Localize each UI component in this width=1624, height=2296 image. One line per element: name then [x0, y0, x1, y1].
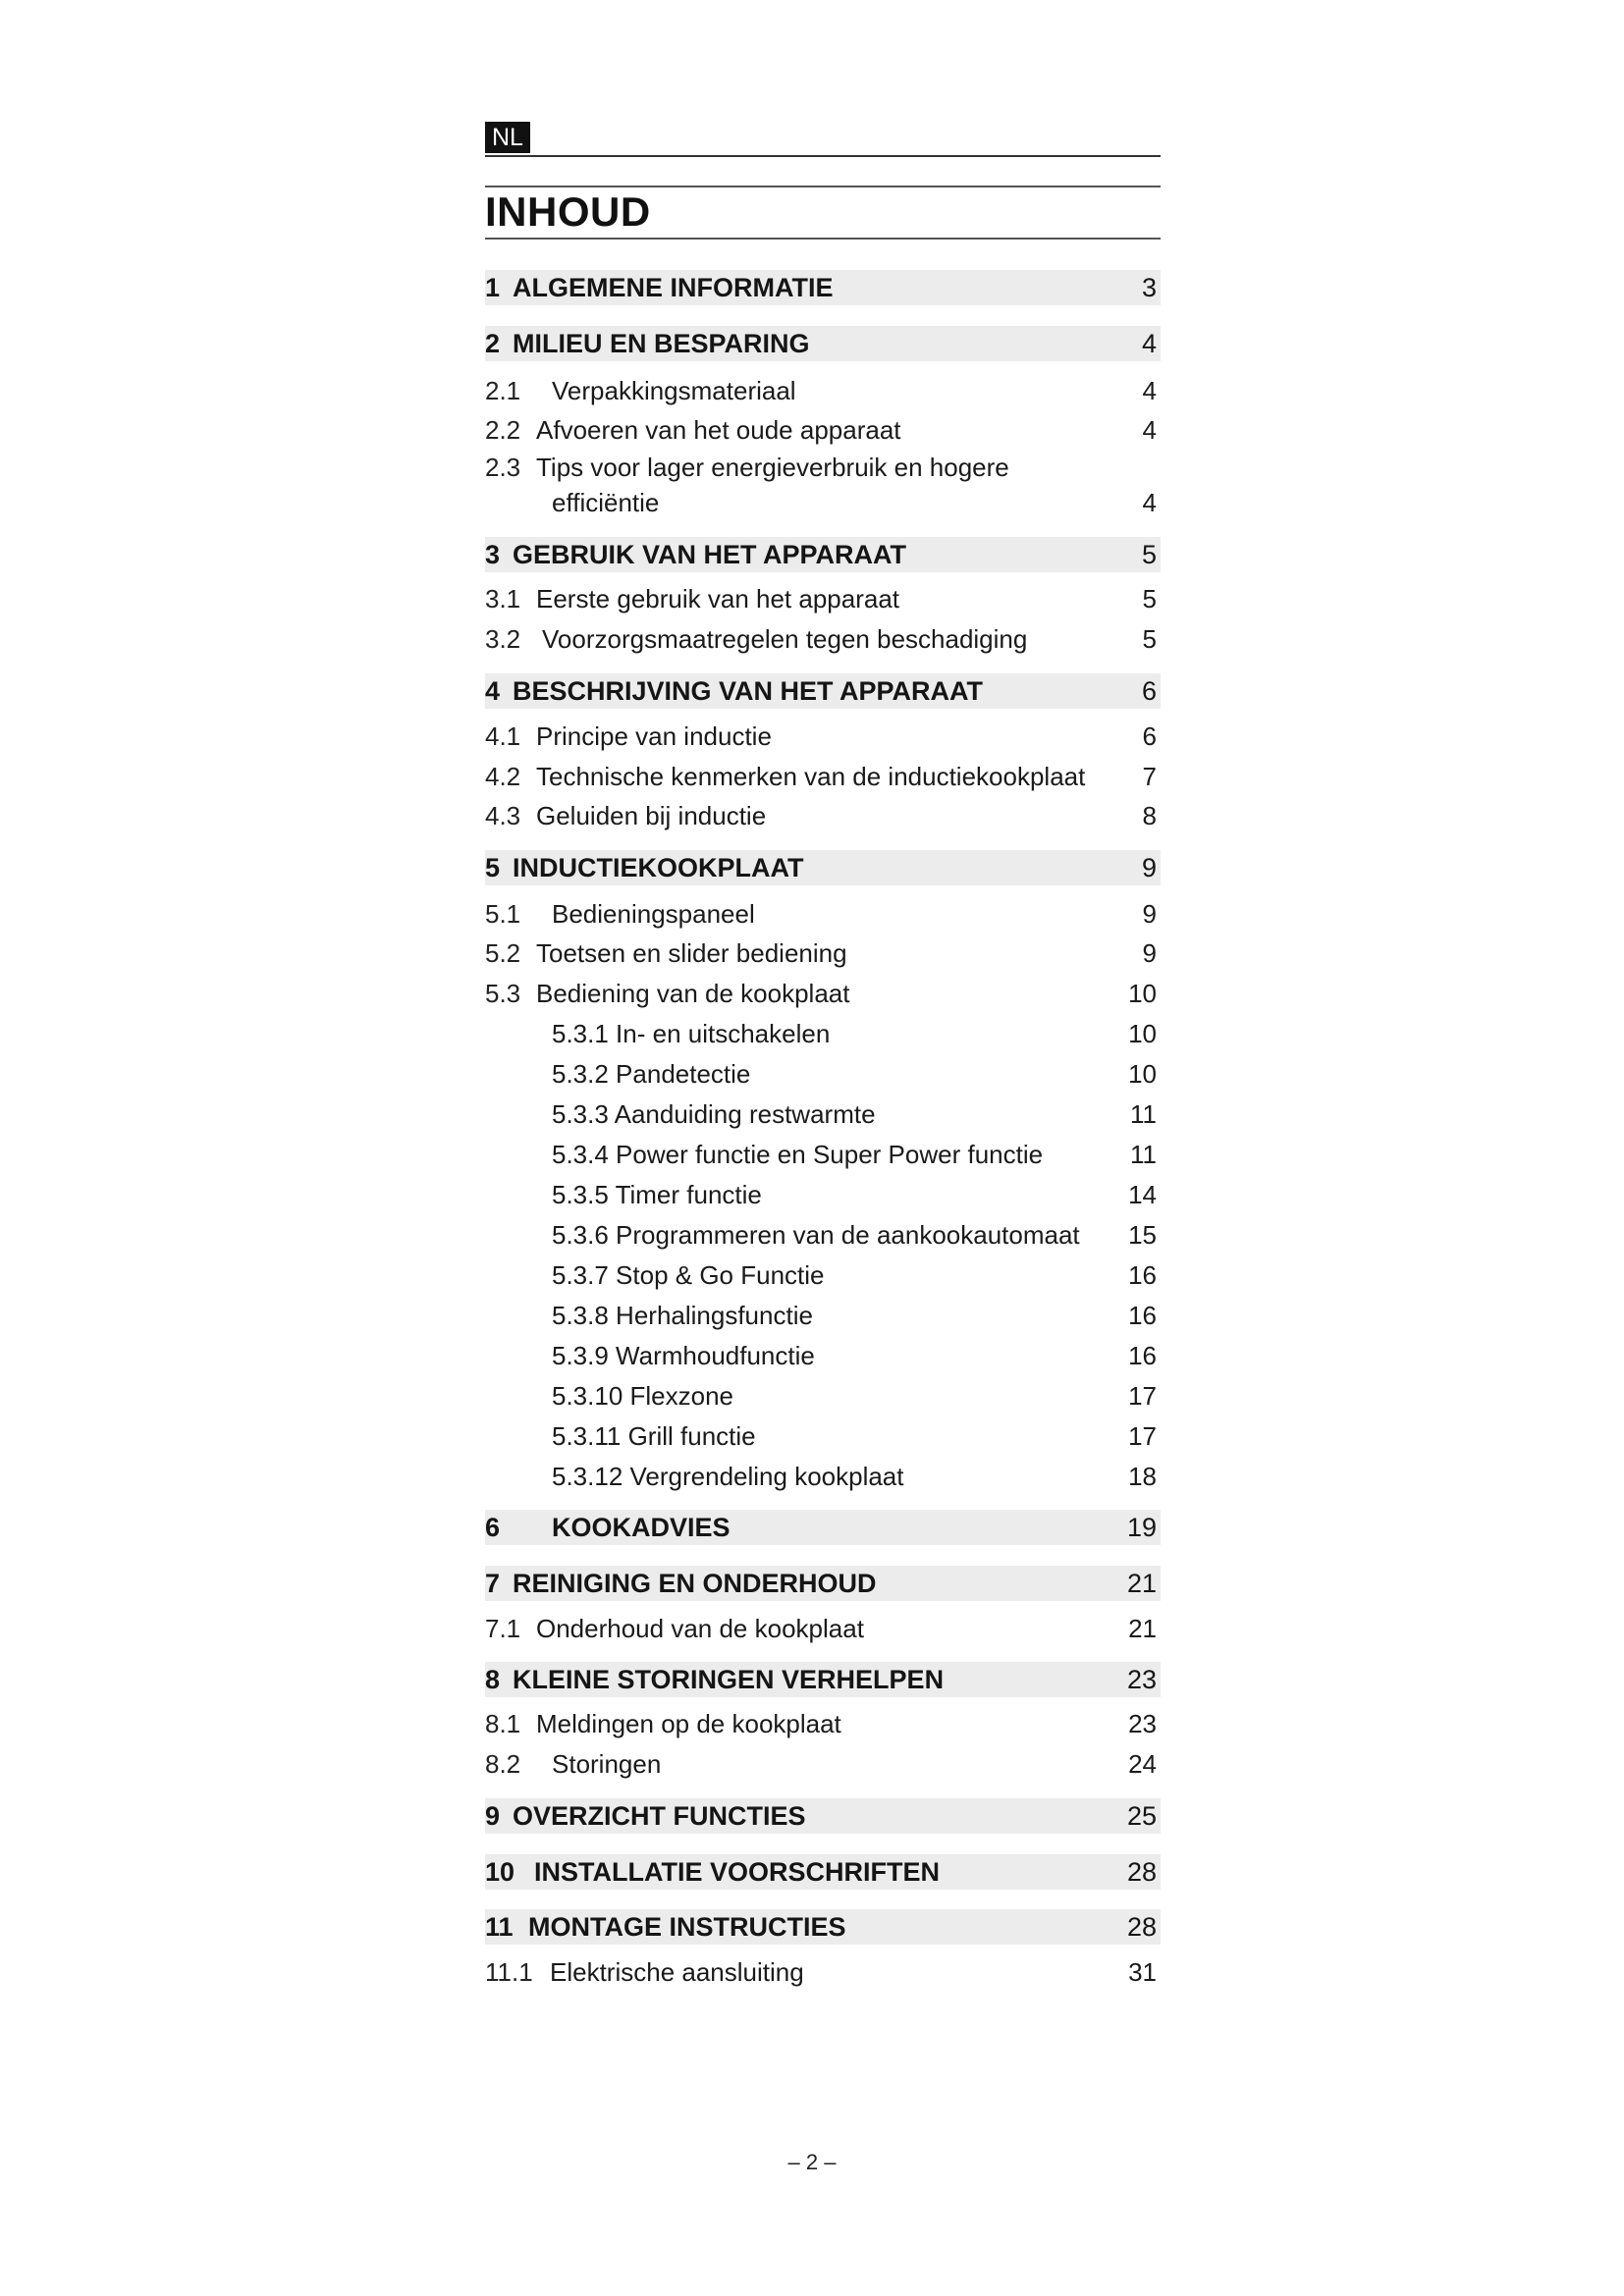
toc-label: Elektrische aansluiting [550, 1957, 804, 1987]
toc-subsection[interactable] [485, 412, 1161, 448]
toc-label: Bedieningspaneel [552, 899, 755, 929]
toc-page: 17 [1128, 1381, 1157, 1411]
toc-page: 28 [1126, 1912, 1157, 1942]
toc-page: 9 [1142, 938, 1157, 968]
toc-label: Meldingen op de kookplaat [536, 1709, 841, 1738]
toc-label: KOOKADVIES [552, 1513, 731, 1542]
toc-label: GEBRUIK VAN HET APPARAAT [513, 540, 907, 569]
toc-section[interactable] [485, 326, 1161, 361]
toc-number: 3.1 [485, 584, 521, 614]
toc-page: 21 [1126, 1569, 1157, 1598]
toc-label: 5.3.5 Timer functie [552, 1180, 762, 1209]
toc-section[interactable] [485, 537, 1161, 572]
toc-subsection[interactable] [485, 935, 1161, 971]
toc-subsection[interactable] [485, 1954, 1161, 1990]
toc-number: 5.1 [485, 899, 521, 929]
toc-section[interactable] [485, 270, 1161, 305]
page-title: INHOUD [485, 188, 651, 235]
toc-subsubsection[interactable] [485, 1257, 1161, 1293]
toc-subsubsection[interactable] [485, 1016, 1161, 1051]
language-tag: NL [485, 122, 530, 153]
toc-page: 4 [1141, 329, 1157, 358]
toc-page: 18 [1128, 1462, 1157, 1491]
toc-subsection[interactable] [485, 373, 1161, 408]
toc-subsubsection[interactable] [485, 1459, 1161, 1494]
toc-subsection[interactable] [485, 896, 1161, 932]
toc-number: 2.3 [485, 453, 521, 482]
toc-label: MONTAGE INSTRUCTIES [528, 1912, 846, 1942]
toc-page: 7 [1142, 762, 1157, 791]
toc-page: 3 [1141, 273, 1157, 302]
toc-page: 24 [1128, 1749, 1157, 1779]
toc-label: 5.3.11 Grill functie [552, 1421, 756, 1451]
toc-page: 4 [1142, 488, 1157, 517]
toc-label: 5.3.7 Stop & Go Functie [552, 1260, 825, 1290]
toc-subsubsection[interactable] [485, 1177, 1161, 1212]
toc-label: Voorzorgsmaatregelen tegen beschadiging [542, 624, 1028, 654]
toc-number: 4.2 [485, 762, 521, 791]
toc-page: 31 [1128, 1957, 1157, 1987]
toc-label: ALGEMENE INFORMATIE [513, 273, 834, 302]
toc-label: 5.3.1 In- en uitschakelen [552, 1019, 831, 1048]
toc-subsubsection[interactable] [485, 1418, 1161, 1454]
toc-section[interactable] [485, 1510, 1161, 1545]
toc-number: 2 [485, 329, 501, 358]
toc-page: 4 [1142, 376, 1157, 405]
toc-page: 9 [1142, 899, 1157, 929]
toc-label: Technische kenmerken van de inductiekookplaat [536, 762, 1086, 791]
toc-label: Principe van inductie [536, 721, 772, 751]
toc-number: 2.1 [485, 376, 521, 405]
page-number: – 2 – [787, 2150, 837, 2174]
toc-section[interactable] [485, 673, 1161, 709]
toc-page: 21 [1128, 1614, 1157, 1643]
toc-page: 5 [1141, 540, 1157, 569]
toc-subsection[interactable] [485, 621, 1161, 657]
toc-number: 5.2 [485, 938, 521, 968]
toc-page: 10 [1128, 1059, 1157, 1089]
toc-page: 5 [1142, 624, 1157, 654]
toc-number: 4 [485, 676, 501, 706]
toc-number: 7.1 [485, 1614, 521, 1643]
toc-page: 4 [1142, 415, 1157, 445]
toc-subsection[interactable] [485, 798, 1161, 833]
toc-subsubsection[interactable] [485, 1137, 1161, 1172]
toc-subsection[interactable] [485, 1746, 1161, 1782]
toc-page: 5 [1142, 584, 1157, 614]
toc-label: 5.3.12 Vergrendeling kookplaat [552, 1462, 904, 1491]
toc-label: 5.3.4 Power functie en Super Power functie [552, 1140, 1044, 1169]
toc-page: 9 [1141, 853, 1157, 882]
toc-number: 1 [485, 273, 501, 302]
toc-label: KLEINE STORINGEN VERHELPEN [513, 1665, 945, 1694]
toc-label: 5.3.2 Pandetectie [552, 1059, 751, 1089]
toc-number: 11 [485, 1912, 514, 1942]
toc-number: 4.3 [485, 801, 521, 830]
toc-page: 28 [1126, 1857, 1157, 1887]
toc-label: Bediening van de kookplaat [536, 979, 850, 1008]
toc-number: 9 [485, 1801, 501, 1831]
toc-label: OVERZICHT FUNCTIES [513, 1801, 806, 1831]
toc-page: 25 [1126, 1801, 1157, 1831]
toc-number: 11.1 [485, 1957, 533, 1987]
toc-number: 10 [485, 1857, 515, 1887]
table-of-contents [485, 0, 1161, 2296]
toc-page: 10 [1128, 1019, 1157, 1048]
toc-page: 16 [1128, 1301, 1157, 1330]
toc-subsubsection[interactable] [485, 1096, 1161, 1132]
toc-number: 5.3 [485, 979, 521, 1008]
toc-label: Toetsen en slider bediening [536, 938, 847, 968]
toc-subsection[interactable] [485, 759, 1161, 794]
toc-label: Eerste gebruik van het apparaat [536, 584, 900, 614]
toc-page: 19 [1126, 1513, 1157, 1542]
toc-number: 3 [485, 540, 501, 569]
toc-label: Onderhoud van de kookplaat [536, 1614, 864, 1643]
toc-subsection[interactable] [485, 1611, 1161, 1646]
toc-label: Afvoeren van het oude apparaat [536, 415, 901, 445]
toc-section[interactable] [485, 1798, 1161, 1834]
toc-subsubsection[interactable] [485, 1378, 1161, 1414]
toc-page: 16 [1128, 1341, 1157, 1370]
toc-subsection[interactable] [485, 719, 1161, 754]
toc-label: Verpakkingsmateriaal [552, 376, 796, 405]
toc-page: 15 [1128, 1220, 1157, 1250]
toc-section[interactable] [485, 1909, 1161, 1945]
toc-subsection[interactable] [485, 581, 1161, 616]
toc-subsection[interactable] [485, 450, 1161, 524]
toc-label: Storingen [552, 1749, 662, 1779]
toc-section[interactable] [485, 1854, 1161, 1890]
toc-number: 8 [485, 1665, 501, 1694]
toc-number: 4.1 [485, 721, 521, 751]
toc-page: 16 [1128, 1260, 1157, 1290]
toc-subsubsection[interactable] [485, 1056, 1161, 1092]
toc-label: INSTALLATIE VOORSCHRIFTEN [534, 1857, 940, 1887]
toc-label: 5.3.8 Herhalingsfunctie [552, 1301, 813, 1330]
toc-subsubsection[interactable] [485, 1217, 1161, 1253]
toc-number: 2.2 [485, 415, 521, 445]
toc-page: 8 [1142, 801, 1157, 830]
toc-number: 8.1 [485, 1709, 521, 1738]
toc-label: 5.3.9 Warmhoudfunctie [552, 1341, 815, 1370]
toc-label: MILIEU EN BESPARING [513, 329, 810, 358]
toc-label: 5.3.6 Programmeren van de aankookautomaat [552, 1220, 1080, 1250]
toc-subsection[interactable] [485, 976, 1161, 1011]
toc-label: 5.3.3 Aanduiding restwarmte [552, 1099, 876, 1129]
toc-label-continued: efficiëntie [552, 488, 660, 517]
toc-number: 5 [485, 853, 501, 882]
toc-page: 11 [1130, 1140, 1157, 1169]
toc-number: 6 [485, 1513, 501, 1542]
toc-page: 14 [1128, 1180, 1157, 1209]
toc-page: 23 [1128, 1709, 1157, 1738]
toc-page: 17 [1128, 1421, 1157, 1451]
toc-label: INDUCTIEKOOKPLAAT [513, 853, 804, 882]
toc-subsection[interactable] [485, 1706, 1161, 1741]
toc-label: 5.3.10 Flexzone [552, 1381, 734, 1411]
toc-label: BESCHRIJVING VAN HET APPARAAT [513, 676, 984, 706]
toc-number: 8.2 [485, 1749, 521, 1779]
toc-number: 3.2 [485, 624, 521, 654]
toc-number: 7 [485, 1569, 501, 1598]
toc-section[interactable] [485, 1566, 1161, 1601]
toc-subsubsection[interactable] [485, 1298, 1161, 1333]
toc-section[interactable] [485, 850, 1161, 885]
toc-page: 10 [1128, 979, 1157, 1008]
toc-label: REINIGING EN ONDERHOUD [513, 1569, 877, 1598]
toc-page: 6 [1141, 676, 1157, 706]
toc-subsubsection[interactable] [485, 1338, 1161, 1373]
toc-page: 23 [1126, 1665, 1157, 1694]
toc-page: 6 [1142, 721, 1157, 751]
toc-label: Tips voor lager energieverbruik en hogere [536, 453, 1009, 482]
toc-label: Geluiden bij inductie [536, 801, 767, 830]
toc-page: 11 [1130, 1099, 1157, 1129]
toc-section[interactable] [485, 1662, 1161, 1697]
